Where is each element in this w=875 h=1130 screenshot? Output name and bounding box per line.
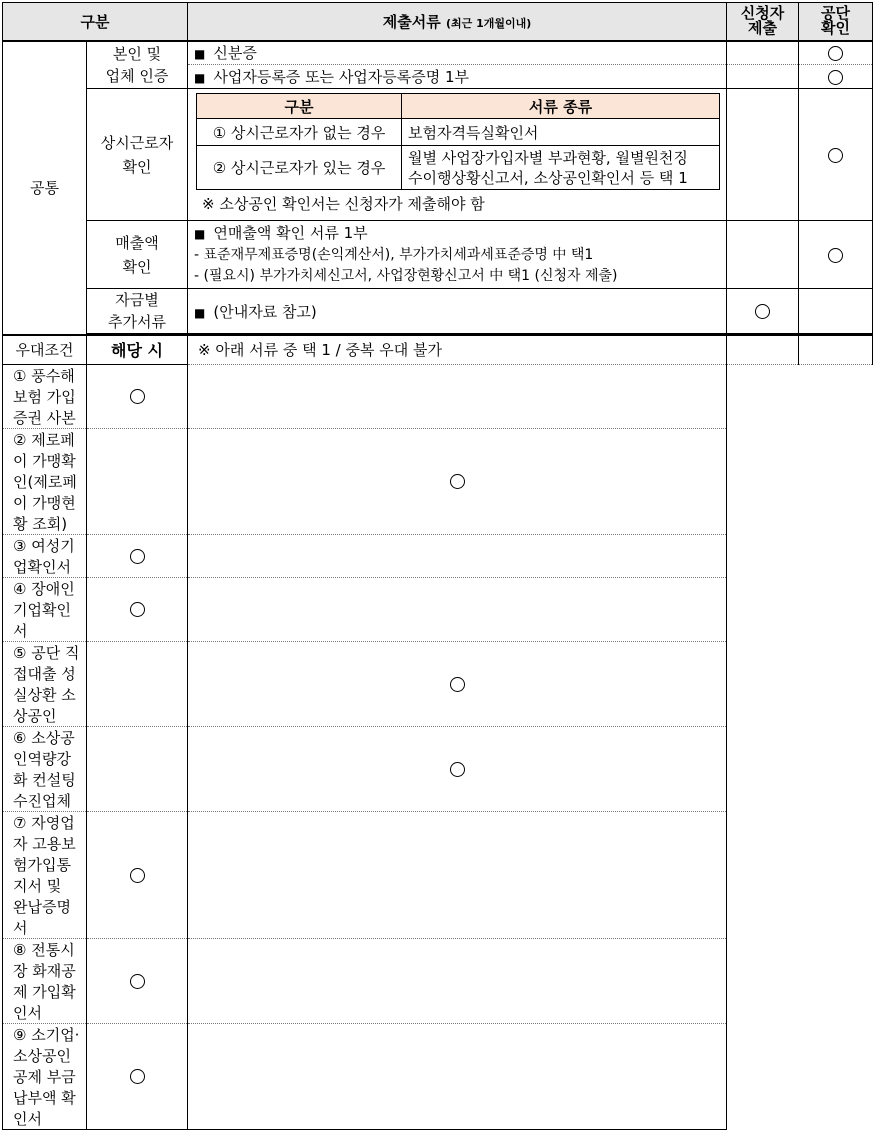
table-row: [3, 938, 873, 1023]
table-row: [3, 335, 873, 364]
sales-label-line2: 확인: [122, 257, 152, 276]
sub-row-docs-line1: 월별 사업장가입자별 부과현황, 월별원천징: [408, 148, 688, 167]
identity-item-text: ■ 신분증: [194, 44, 257, 62]
sub-header-doc-type: 서류 종류: [402, 94, 720, 119]
circle-mark-icon: [828, 70, 843, 85]
header-agency-line2: 확인: [821, 19, 850, 38]
sub-row-case: ① 상시근로자가 없는 경우: [197, 119, 402, 146]
header-agency: [799, 3, 873, 41]
workers-docs: [188, 89, 727, 221]
table-row: [3, 641, 873, 726]
table-row: [3, 89, 873, 221]
preferential-sub-label: 해당 시: [87, 335, 188, 364]
identity-label-line1: 본인 및: [112, 44, 162, 63]
header-category: 구분: [3, 3, 188, 41]
applicant-cell: [87, 1023, 188, 1129]
circle-mark-icon: [450, 474, 465, 489]
circle-mark-icon: [755, 304, 770, 319]
table-row: [3, 364, 873, 428]
header-documents-note: (최근 1개월이내): [445, 16, 532, 30]
workers-note: ※ 소상공인 확인서는 신청자가 제출해야 함: [202, 195, 485, 213]
agency-cell: [188, 726, 727, 811]
workers-label-line1: 상시근로자: [100, 133, 174, 152]
preferential-item: ⑧ 전통시장 화재공제 가입확인서: [3, 938, 87, 1023]
agency-cell: [188, 534, 727, 577]
applicant-cell: [87, 364, 188, 428]
sales-label-line1: 매출액: [115, 233, 159, 252]
table-header-row: [3, 3, 873, 41]
preferential-item: ① 풍수해 보험 가입 증권 사본: [3, 364, 87, 428]
circle-mark-icon: [828, 248, 843, 263]
applicant-cell: [727, 41, 799, 65]
agency-cell: [188, 1023, 727, 1129]
preferential-item: ② 제로페이 가맹확인(제로페이 가맹현황 조회): [3, 428, 87, 534]
preferential-note: ※ 아래 서류 중 택 1 / 중복 우대 불가: [188, 335, 727, 364]
circle-mark-icon: [130, 868, 145, 883]
table-row: [3, 289, 873, 334]
sub-header-category: 구분: [197, 94, 402, 119]
preferential-item: ⑤ 공단 직접대출 성실상환 소상공인: [3, 641, 87, 726]
workers-label: [87, 89, 188, 221]
header-applicant-line1: 신청자: [740, 4, 785, 23]
preferential-label: 우대조건: [3, 335, 87, 364]
agency-cell: [188, 364, 727, 428]
identity-label: [87, 41, 188, 89]
agency-cell: [799, 335, 873, 364]
workers-label-line2: 확인: [122, 157, 152, 176]
sub-row-case: ② 상시근로자가 있는 경우: [197, 146, 402, 190]
preferential-item: ⑦ 자영업자 고용보험가입통지서 및 완납증명서: [3, 811, 87, 938]
circle-mark-icon: [130, 1069, 145, 1084]
header-documents: [188, 3, 727, 41]
sub-row: [197, 146, 720, 190]
extra-label-line2: 추가서류: [108, 313, 166, 331]
table-row: [3, 534, 873, 577]
header-documents-label: 제출서류: [382, 12, 441, 31]
circle-mark-icon: [828, 148, 843, 163]
sub-row-docs-line2: 수이행상황신고서, 소상공인확인서 등 택 1: [408, 168, 688, 187]
table-row: [3, 726, 873, 811]
table-row: [3, 577, 873, 641]
identity-item-business-reg: [188, 65, 727, 89]
sales-item: ■ 연매출액 확인 서류 1부: [194, 223, 720, 245]
applicant-cell: [87, 428, 188, 534]
preferential-item: ⑥ 소상공인역량강화 컨설팅 수진업체: [3, 726, 87, 811]
extra-item: ■ (안내자료 참고): [194, 303, 317, 321]
agency-cell: [799, 41, 873, 65]
sub-row-docs: [402, 146, 720, 190]
identity-item-id-card: [188, 41, 727, 65]
extra-label-line1: 자금별: [115, 291, 159, 309]
applicant-cell: [87, 577, 188, 641]
applicant-cell: [87, 641, 188, 726]
preferential-item: ③ 여성기업확인서: [3, 534, 87, 577]
agency-cell: [188, 811, 727, 938]
agency-cell: [188, 641, 727, 726]
sales-docs: [188, 221, 727, 289]
circle-mark-icon: [130, 974, 145, 989]
sales-line3: - (필요시) 부가가치세신고서, 사업장현황신고서 中 택1 (신청자 제출): [194, 267, 618, 284]
extra-label: [87, 289, 188, 334]
applicant-cell: [87, 534, 188, 577]
agency-cell: [799, 89, 873, 221]
sub-header-row: [197, 94, 720, 119]
applicant-cell: [87, 938, 188, 1023]
agency-cell: [799, 65, 873, 89]
circle-mark-icon: [130, 602, 145, 617]
agency-cell: [188, 577, 727, 641]
applicant-cell: [727, 335, 799, 364]
circle-mark-icon: [450, 762, 465, 777]
header-agency-line1: 공단: [821, 4, 850, 23]
agency-cell: [799, 289, 873, 334]
required-documents-table: [2, 2, 873, 1130]
applicant-cell: [727, 65, 799, 89]
applicant-cell: [87, 811, 188, 938]
workers-sub-table: [196, 93, 720, 190]
table-row: [3, 221, 873, 289]
identity-label-line2: 업체 인증: [105, 66, 169, 85]
applicant-cell: [727, 89, 799, 221]
table-row: [3, 428, 873, 534]
circle-mark-icon: [828, 46, 843, 61]
circle-mark-icon: [130, 389, 145, 404]
identity-item-text: ■ 사업자등록증 또는 사업자등록증명 1부: [194, 68, 469, 86]
preferential-item: ④ 장애인기업확인서: [3, 577, 87, 641]
table-row: [3, 1023, 873, 1129]
preferential-item: ⑨ 소기업·소상공인공제 부금 납부액 확인서: [3, 1023, 87, 1129]
applicant-cell: [87, 726, 188, 811]
agency-cell: [188, 938, 727, 1023]
header-applicant-line2: 제출: [748, 19, 777, 38]
applicant-cell: [727, 221, 799, 289]
sales-label: [87, 221, 188, 289]
circle-mark-icon: [450, 677, 465, 692]
header-applicant: [727, 3, 799, 41]
sub-row: [197, 119, 720, 146]
extra-docs: [188, 289, 727, 334]
applicant-cell: [727, 289, 799, 334]
agency-cell: [188, 428, 727, 534]
agency-cell: [799, 221, 873, 289]
sub-row-docs: 보험자격득실확인서: [402, 119, 720, 146]
common-label: 공통: [3, 41, 87, 336]
circle-mark-icon: [130, 549, 145, 564]
table-row: [3, 811, 873, 938]
sales-line2: - 표준재무제표증명(손익계산서), 부가가치세과세표준증명 中 택1: [194, 246, 594, 263]
table-row: [3, 41, 873, 65]
